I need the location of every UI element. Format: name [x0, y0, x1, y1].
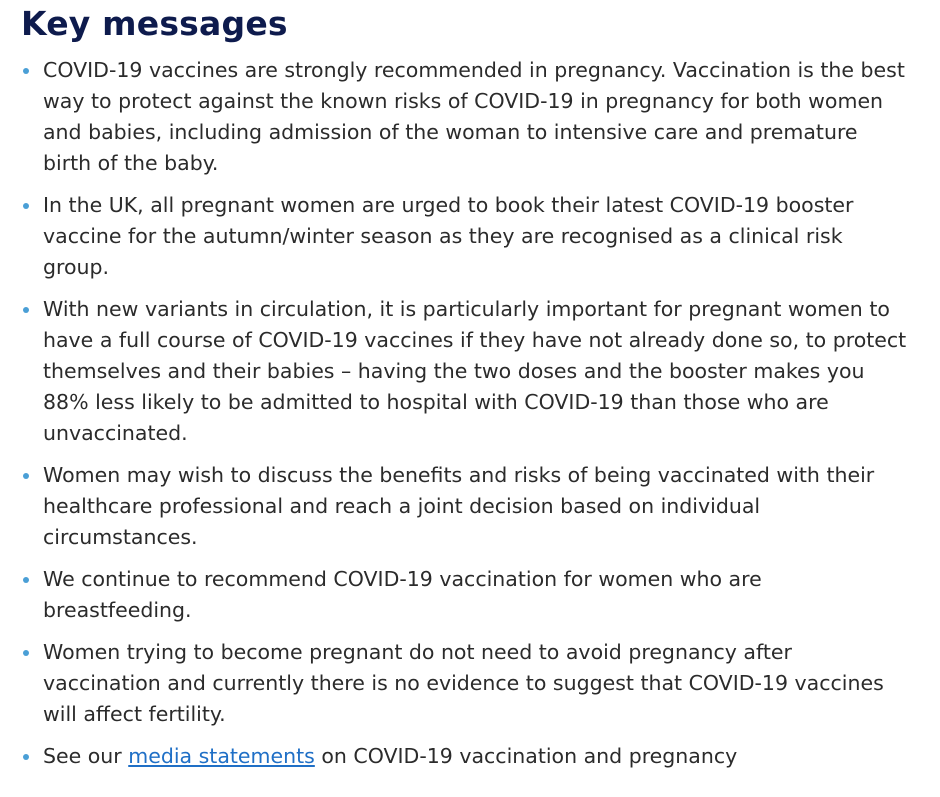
bullet-dot-icon [23, 650, 29, 656]
list-item-text: Women trying to become pregnant do not need to avoid pregnancy after vaccination and currently there is no evidence to suggest that COVID-19 vaccines will affect fertility. [43, 640, 884, 726]
bullet-dot-icon [23, 203, 29, 209]
bullet-dot-icon [23, 473, 29, 479]
list-item [0, 294, 940, 449]
list-item-media-statements [0, 741, 940, 772]
list-item-text: Women may wish to discuss the benefits and risks of being vaccinated with their healthcare professional and reach a joint decision based on individual circumstances. [43, 463, 875, 549]
list-item [0, 55, 940, 179]
list-item-text: COVID-19 vaccines are strongly recommended in pregnancy. Vaccination is the best way to protect against the known risks of COVID-19 in pregnancy for both women and babies, including admission of the woman to intensive care and premature birth of the baby. [43, 58, 905, 175]
list-item-text: With new variants in circulation, it is particularly important for pregnant women to have a full course of COVID-19 vaccines if they have not already done so, to protect themselves and their babies – having the two doses and the booster makes you 88% less likely to be admitted to hospital with COVID-19 than those who are unvaccinated. [43, 297, 907, 445]
list-item [0, 637, 940, 730]
section-heading: Key messages [21, 4, 288, 43]
bullet-dot-icon [23, 68, 29, 74]
list-item-prefix: See our [43, 744, 129, 768]
list-item [0, 564, 940, 626]
bullet-dot-icon [23, 577, 29, 583]
media-statements-link[interactable]: media statements [128, 744, 315, 768]
bullet-dot-icon [23, 754, 29, 760]
list-item-text: We continue to recommend COVID-19 vaccination for women who are breastfeeding. [43, 567, 762, 622]
list-item [0, 190, 940, 283]
list-item-suffix: on COVID-19 vaccination and pregnancy [314, 744, 738, 768]
key-messages-list [0, 55, 940, 783]
list-item-text: In the UK, all pregnant women are urged to book their latest COVID-19 booster vaccine for the autumn/winter season as they are recognised as a clinical risk group. [43, 193, 854, 279]
list-item [0, 460, 940, 553]
bullet-dot-icon [23, 307, 29, 313]
